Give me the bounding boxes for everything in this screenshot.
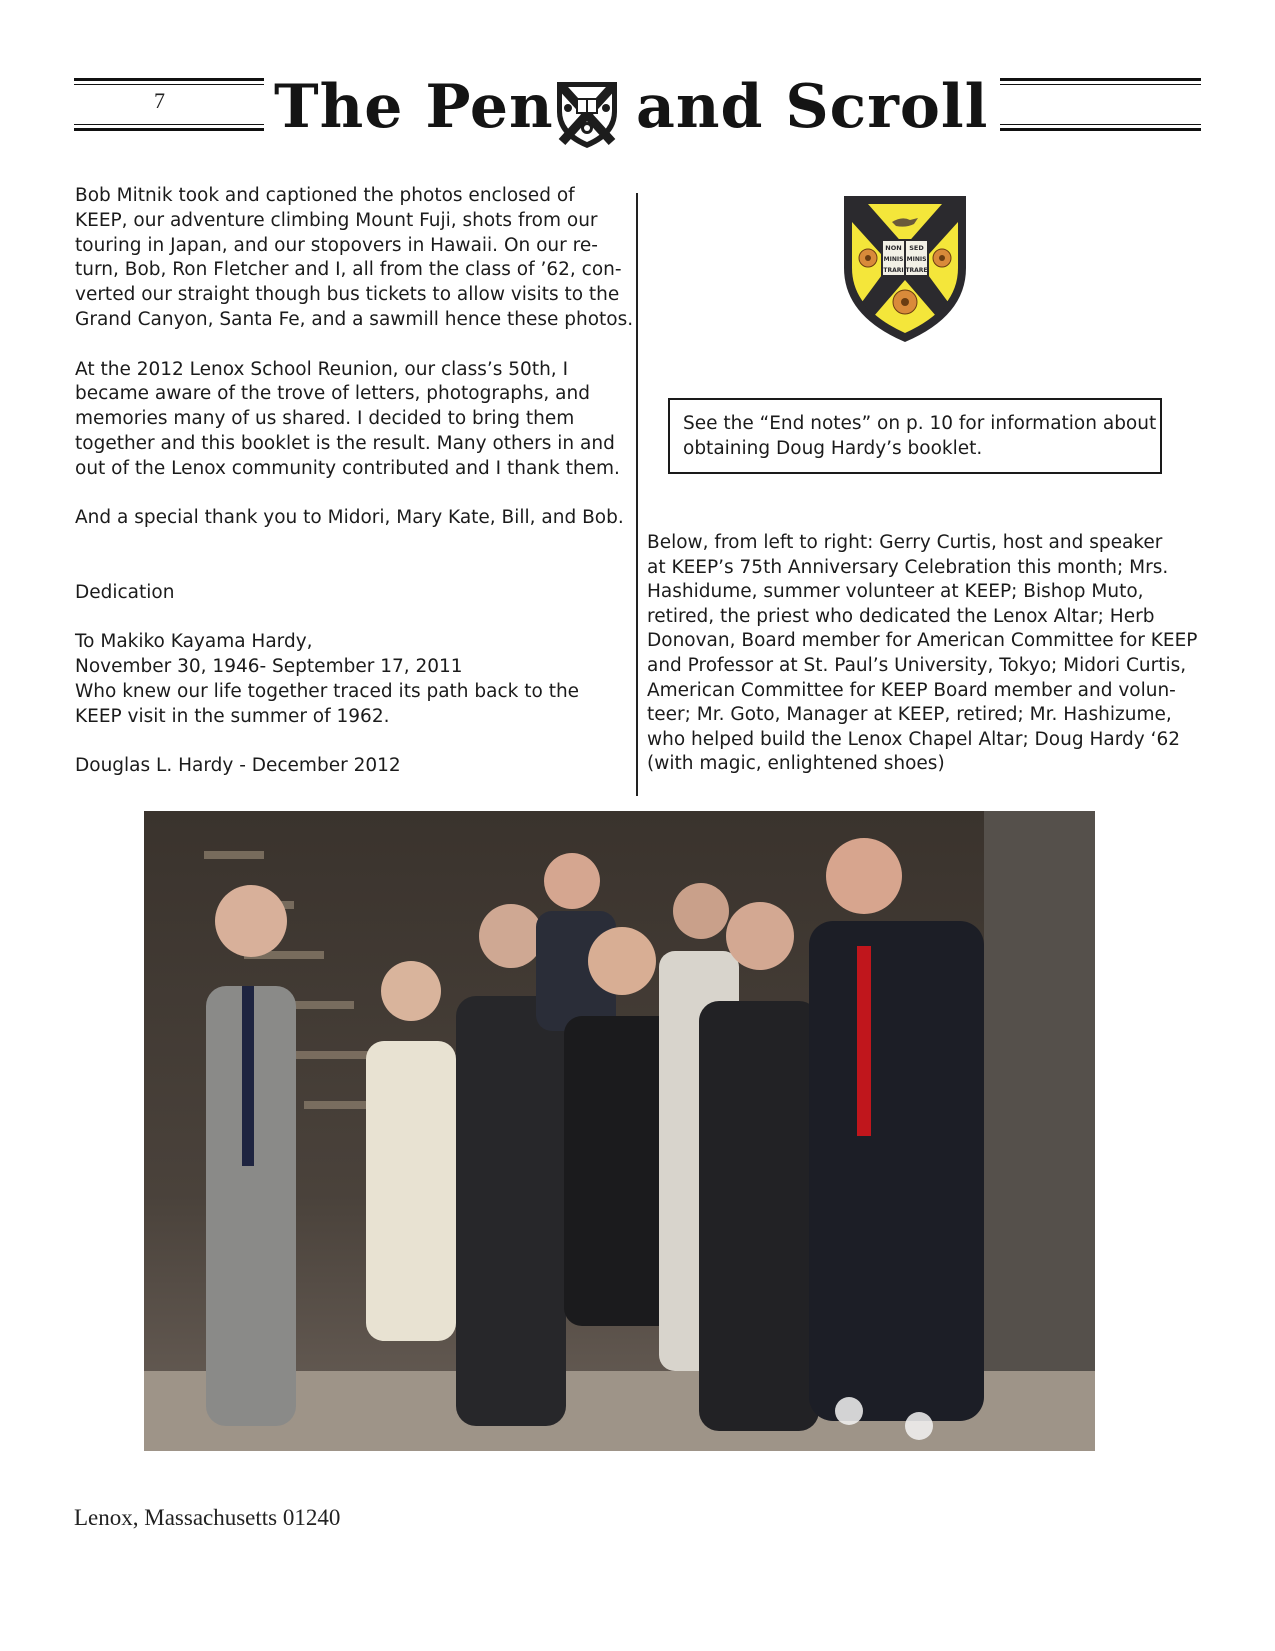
text-line: To Makiko Kayama Hardy, <box>75 631 313 653</box>
crest-motto-5: TRARI <box>883 267 904 274</box>
masthead-rule-right <box>1000 78 1201 138</box>
title-and-scroll: and Scroll <box>636 72 989 142</box>
text-line: together and this booklet is the result. Many others in and <box>75 432 615 454</box>
text-line: Grand Canyon, Santa Fe, and a sawmill hence these photos. <box>75 308 634 330</box>
footer-address: Lenox, Massachusetts 01240 <box>74 1505 341 1530</box>
text-line: Who knew our life together traced its path back to the <box>75 680 580 702</box>
text-line: American Committee for KEEP Board member and volun- <box>647 679 1176 701</box>
text-line: Below, from left to right: Gerry Curtis, host and speaker <box>647 532 1163 553</box>
group-photo <box>144 811 1095 1451</box>
newsletter-title <box>274 70 996 150</box>
masthead <box>74 70 1201 150</box>
crest-motto-4: MINIS <box>906 256 927 263</box>
text-line: turn, Bob, Ron Fletcher and I, all from the class of ’62, con- <box>75 259 622 281</box>
thank-you-line: And a special thank you to Midori, Mary Kate, Bill, and Bob. <box>75 507 624 529</box>
crest-motto-1: NON <box>885 244 902 252</box>
text-line: who helped build the Lenox Chapel Altar; Doug Hardy ‘62 <box>647 728 1180 750</box>
signature: Douglas L. Hardy - December 2012 <box>75 755 401 777</box>
text-line: November 30, 1946- September 17, 2011 <box>75 656 463 678</box>
left-column <box>75 184 634 779</box>
page-number: 7 <box>154 88 165 113</box>
text-line: Hashidume, summer volunteer at KEEP; Bishop Muto, <box>647 581 1144 603</box>
intro-paragraph <box>75 184 634 333</box>
dedication-text <box>75 630 630 729</box>
crest-motto-3: MINIS <box>883 256 904 263</box>
title-the-pen: The Pen <box>274 72 554 142</box>
text-line: became aware of the trove of letters, photographs, and <box>75 383 590 405</box>
lenox-crest-icon <box>844 196 966 342</box>
text-line: teer; Mr. Goto, Manager at KEEP, retired; Mr. Hashizume, <box>647 704 1172 726</box>
photo-caption <box>647 531 1207 777</box>
text-line: Donovan, Board member for American Committee for KEEP <box>647 630 1198 652</box>
text-line: verted our straight though bus tickets to allow visits to the <box>75 284 620 306</box>
text-line: out of the Lenox community contributed and I thank them. <box>75 457 620 479</box>
end-notes-box <box>668 398 1162 474</box>
crest-motto-2: SED <box>909 244 924 252</box>
text-line: KEEP visit in the summer of 1962. <box>75 705 390 727</box>
text-line: memories many of us shared. I decided to bring them <box>75 408 575 430</box>
text-line: at KEEP’s 75th Anniversary Celebration this month; Mrs. <box>647 556 1169 578</box>
text-line: Bob Mitnik took and captioned the photos enclosed of <box>75 185 575 206</box>
text-line: retired, the priest who dedicated the Lenox Altar; Herb <box>647 605 1155 627</box>
text-line: touring in Japan, and our stopovers in Hawaii. On our re- <box>75 234 598 256</box>
column-divider <box>636 193 638 796</box>
text-line: At the 2012 Lenox School Reunion, our class’s 50th, I <box>75 358 569 380</box>
text-line: (with magic, enlightened shoes) <box>647 753 945 775</box>
text-line: KEEP, our adventure climbing Mount Fuji, shots from our <box>75 209 598 231</box>
crest-motto-6: TRARE <box>905 267 928 274</box>
school-crest-icon <box>552 78 622 150</box>
dedication-heading: Dedication <box>75 581 175 603</box>
masthead-rule-left <box>74 78 264 138</box>
text-line: and Professor at St. Paul’s University, Tokyo; Midori Curtis, <box>647 654 1187 676</box>
end-notes-text: See the “End notes” on p. 10 for information about obtaining Doug Hardy’s booklet. <box>683 413 1157 459</box>
reunion-paragraph <box>75 358 630 482</box>
